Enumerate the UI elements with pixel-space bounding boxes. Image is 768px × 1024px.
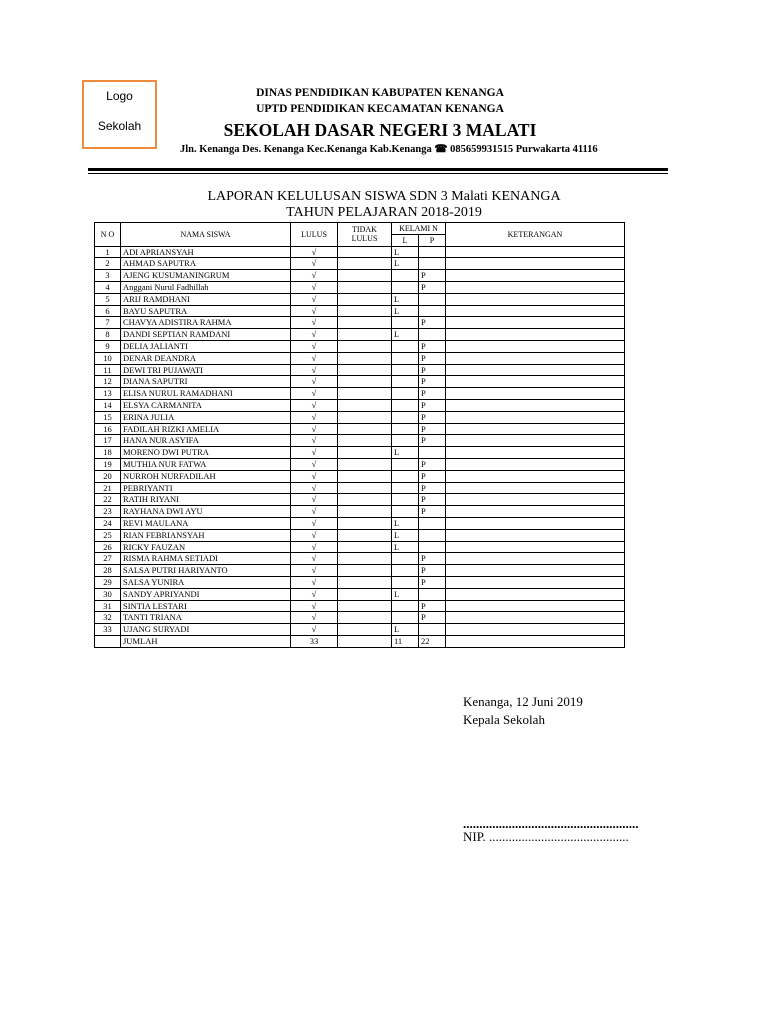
cell-no: 13 — [95, 388, 121, 400]
cell-tidak-lulus — [338, 529, 392, 541]
cell-tidak-lulus — [338, 553, 392, 565]
cell-keterangan — [446, 399, 625, 411]
table-row — [95, 411, 625, 423]
signature-name-line: ...................................................... — [463, 816, 639, 831]
table-row — [95, 317, 625, 329]
cell-lulus: √ — [291, 494, 338, 506]
cell-keterangan — [446, 364, 625, 376]
cell-name: RICKY FAUZAN — [121, 541, 291, 553]
cell-l — [392, 458, 419, 470]
cell-l — [392, 411, 419, 423]
cell-name: ARIJ RAMDHANI — [121, 293, 291, 305]
cell-l — [392, 281, 419, 293]
cell-no: 9 — [95, 340, 121, 352]
cell-tidak-lulus — [338, 506, 392, 518]
cell-l — [392, 317, 419, 329]
cell-p — [419, 517, 446, 529]
cell-keterangan — [446, 435, 625, 447]
cell-no: 19 — [95, 458, 121, 470]
cell-tidak-lulus — [338, 340, 392, 352]
signature-place-date: Kenanga, 12 Juni 2019 — [463, 694, 583, 709]
cell-tidak-lulus — [338, 293, 392, 305]
cell-keterangan — [446, 411, 625, 423]
cell-p: P — [419, 340, 446, 352]
cell-tidak-lulus — [338, 482, 392, 494]
cell-tidak-lulus — [338, 517, 392, 529]
cell-lulus: √ — [291, 529, 338, 541]
cell-name: RATIH RIYANI — [121, 494, 291, 506]
table-row — [95, 458, 625, 470]
table-row — [95, 541, 625, 553]
cell-l — [392, 352, 419, 364]
school-logo-box — [82, 80, 157, 149]
agency-title: DINAS PENDIDIKAN KABUPATEN KENANGA — [256, 87, 504, 99]
cell-l: L — [392, 517, 419, 529]
cell-no: 3 — [95, 270, 121, 282]
cell-name: TANTI TRIANA — [121, 612, 291, 624]
cell-keterangan — [446, 317, 625, 329]
cell-p — [419, 541, 446, 553]
cell-l — [392, 376, 419, 388]
cell-p: P — [419, 435, 446, 447]
table-row — [95, 529, 625, 541]
cell-name: MUTHIA NUR FATWA — [121, 458, 291, 470]
cell-l — [392, 482, 419, 494]
cell-p: P — [419, 423, 446, 435]
cell-name: SALSA YUNIRA — [121, 576, 291, 588]
cell-no: 4 — [95, 281, 121, 293]
cell-name: DEWI TRI PUJAWATI — [121, 364, 291, 376]
cell-tidak-lulus — [338, 329, 392, 341]
cell-no: 7 — [95, 317, 121, 329]
cell-tidak-lulus — [338, 470, 392, 482]
cell-tidak-lulus — [338, 258, 392, 270]
table-row — [95, 246, 625, 258]
cell-name: DANDI SEPTIAN RAMDANI — [121, 329, 291, 341]
cell-keterangan — [446, 376, 625, 388]
cell-p: P — [419, 494, 446, 506]
cell-p: P — [419, 565, 446, 577]
cell-lulus: 33 — [291, 635, 338, 647]
table-row — [95, 364, 625, 376]
cell-p: P — [419, 470, 446, 482]
cell-tidak-lulus — [338, 435, 392, 447]
table-row — [95, 388, 625, 400]
cell-l — [392, 364, 419, 376]
cell-keterangan — [446, 329, 625, 341]
cell-no: 5 — [95, 293, 121, 305]
cell-tidak-lulus — [338, 281, 392, 293]
cell-lulus: √ — [291, 517, 338, 529]
report-year: TAHUN PELAJARAN 2018-2019 — [286, 205, 482, 220]
cell-lulus: √ — [291, 317, 338, 329]
table-row — [95, 565, 625, 577]
cell-lulus: √ — [291, 565, 338, 577]
cell-no: 11 — [95, 364, 121, 376]
cell-l: L — [392, 305, 419, 317]
cell-lulus: √ — [291, 447, 338, 459]
cell-lulus: √ — [291, 293, 338, 305]
cell-no: 1 — [95, 246, 121, 258]
cell-no: 24 — [95, 517, 121, 529]
cell-name: REVI MAULANA — [121, 517, 291, 529]
cell-p: P — [419, 506, 446, 518]
table-row — [95, 624, 625, 636]
total-row — [95, 635, 625, 647]
cell-keterangan — [446, 494, 625, 506]
cell-l — [392, 506, 419, 518]
cell-name: BAYU SAPUTRA — [121, 305, 291, 317]
cell-tidak-lulus — [338, 576, 392, 588]
cell-l: L — [392, 447, 419, 459]
cell-no: 21 — [95, 482, 121, 494]
cell-lulus: √ — [291, 435, 338, 447]
cell-l — [392, 494, 419, 506]
cell-l: L — [392, 624, 419, 636]
graduation-table — [94, 222, 625, 648]
cell-tidak-lulus — [338, 246, 392, 258]
cell-no: 23 — [95, 506, 121, 518]
cell-tidak-lulus — [338, 612, 392, 624]
cell-name: SALSA PUTRI HARIYANTO — [121, 565, 291, 577]
cell-lulus: √ — [291, 506, 338, 518]
cell-lulus: √ — [291, 458, 338, 470]
cell-no: 14 — [95, 399, 121, 411]
cell-name: HANA NUR ASYIFA — [121, 435, 291, 447]
cell-lulus: √ — [291, 624, 338, 636]
cell-lulus: √ — [291, 258, 338, 270]
table-row — [95, 340, 625, 352]
cell-keterangan — [446, 447, 625, 459]
table-row — [95, 329, 625, 341]
cell-lulus: √ — [291, 246, 338, 258]
cell-l — [392, 399, 419, 411]
cell-l: L — [392, 246, 419, 258]
table-row — [95, 517, 625, 529]
cell-tidak-lulus — [338, 624, 392, 636]
cell-tidak-lulus — [338, 317, 392, 329]
cell-l — [392, 470, 419, 482]
cell-tidak-lulus — [338, 376, 392, 388]
table-row — [95, 447, 625, 459]
cell-name: SANDY APRIYANDI — [121, 588, 291, 600]
cell-l — [392, 565, 419, 577]
cell-keterangan — [446, 635, 625, 647]
cell-p — [419, 329, 446, 341]
cell-no: 6 — [95, 305, 121, 317]
cell-tidak-lulus — [338, 600, 392, 612]
cell-lulus: √ — [291, 388, 338, 400]
cell-l — [392, 435, 419, 447]
header-lulus: LULUS — [291, 223, 338, 247]
cell-keterangan — [446, 517, 625, 529]
cell-no: 33 — [95, 624, 121, 636]
cell-p — [419, 258, 446, 270]
cell-l — [392, 423, 419, 435]
cell-keterangan — [446, 293, 625, 305]
cell-keterangan — [446, 600, 625, 612]
cell-l: L — [392, 529, 419, 541]
cell-no: 18 — [95, 447, 121, 459]
cell-keterangan — [446, 246, 625, 258]
cell-p: P — [419, 281, 446, 293]
cell-no: 29 — [95, 576, 121, 588]
cell-l — [392, 600, 419, 612]
cell-p — [419, 624, 446, 636]
phone-icon: ☎ — [434, 144, 448, 155]
cell-lulus: √ — [291, 270, 338, 282]
cell-name: PEBRIYANTI — [121, 482, 291, 494]
cell-tidak-lulus — [338, 494, 392, 506]
signature-role: Kepala Sekolah — [463, 712, 545, 727]
cell-lulus: √ — [291, 576, 338, 588]
cell-l: L — [392, 541, 419, 553]
table-row — [95, 506, 625, 518]
cell-lulus: √ — [291, 281, 338, 293]
cell-keterangan — [446, 624, 625, 636]
cell-no: 12 — [95, 376, 121, 388]
cell-keterangan — [446, 470, 625, 482]
cell-name: AJENG KUSUMANINGRUM — [121, 270, 291, 282]
table-row — [95, 281, 625, 293]
cell-lulus: √ — [291, 600, 338, 612]
cell-name: SINTIA LESTARI — [121, 600, 291, 612]
cell-lulus: √ — [291, 364, 338, 376]
phone-text: 085659931515 Purwakarta 41116 — [450, 144, 598, 155]
signature-nip: NIP. ........................................... — [463, 829, 629, 844]
cell-l: L — [392, 293, 419, 305]
cell-keterangan — [446, 553, 625, 565]
cell-tidak-lulus — [338, 352, 392, 364]
cell-p: P — [419, 612, 446, 624]
address-text: Jln. Kenanga Des. Kenanga Kec.Kenanga Kab.Kenanga — [180, 144, 432, 155]
cell-lulus: √ — [291, 470, 338, 482]
cell-l — [392, 553, 419, 565]
cell-lulus: √ — [291, 423, 338, 435]
cell-lulus: √ — [291, 553, 338, 565]
cell-lulus: √ — [291, 541, 338, 553]
cell-name: ADI APRIANSYAH — [121, 246, 291, 258]
cell-l: L — [392, 258, 419, 270]
cell-keterangan — [446, 340, 625, 352]
cell-name: ERINA JULIA — [121, 411, 291, 423]
logo-label: Logo — [106, 89, 133, 103]
cell-no: 22 — [95, 494, 121, 506]
table-row — [95, 553, 625, 565]
header-divider-thin — [88, 173, 668, 174]
logo-school-label: Sekolah — [97, 119, 142, 133]
cell-name: DELIA JALIANTI — [121, 340, 291, 352]
cell-keterangan — [446, 529, 625, 541]
cell-lulus: √ — [291, 612, 338, 624]
cell-no: 30 — [95, 588, 121, 600]
cell-name: RIAN FEBRIANSYAH — [121, 529, 291, 541]
cell-name: RISMA RAHMA SETIADI — [121, 553, 291, 565]
cell-name: NURROH NURFADILAH — [121, 470, 291, 482]
cell-p: P — [419, 317, 446, 329]
cell-name: ELSYA CARMANITA — [121, 399, 291, 411]
table-row — [95, 435, 625, 447]
cell-lulus: √ — [291, 376, 338, 388]
cell-no: 15 — [95, 411, 121, 423]
header-l: L — [392, 234, 419, 246]
cell-p — [419, 529, 446, 541]
cell-lulus: √ — [291, 399, 338, 411]
cell-p — [419, 293, 446, 305]
table-row — [95, 376, 625, 388]
cell-tidak-lulus — [338, 565, 392, 577]
cell-keterangan — [446, 352, 625, 364]
cell-l: L — [392, 588, 419, 600]
cell-keterangan — [446, 258, 625, 270]
report-title: LAPORAN KELULUSAN SISWA SDN 3 Malati KENANGA — [207, 189, 561, 204]
cell-keterangan — [446, 281, 625, 293]
cell-lulus: √ — [291, 352, 338, 364]
cell-p: P — [419, 270, 446, 282]
cell-name: FADILAH RIZKI AMELIA — [121, 423, 291, 435]
cell-p — [419, 305, 446, 317]
table-row — [95, 258, 625, 270]
cell-name: DENAR DEANDRA — [121, 352, 291, 364]
cell-name: MORENO DWI PUTRA — [121, 447, 291, 459]
cell-p: P — [419, 399, 446, 411]
header-no: N O — [95, 223, 121, 247]
cell-keterangan — [446, 388, 625, 400]
cell-tidak-lulus — [338, 588, 392, 600]
cell-tidak-lulus — [338, 388, 392, 400]
cell-tidak-lulus — [338, 447, 392, 459]
cell-name: DIANA SAPUTRI — [121, 376, 291, 388]
cell-keterangan — [446, 458, 625, 470]
cell-lulus: √ — [291, 588, 338, 600]
cell-keterangan — [446, 482, 625, 494]
cell-keterangan — [446, 270, 625, 282]
cell-lulus: √ — [291, 482, 338, 494]
cell-no: 26 — [95, 541, 121, 553]
header-tidak-lulus: TIDAK LULUS — [338, 223, 392, 247]
header-kelamin: KELAMI N — [392, 223, 446, 235]
cell-l: 11 — [392, 635, 419, 647]
header-name: NAMA SISWA — [121, 223, 291, 247]
cell-p: P — [419, 352, 446, 364]
cell-tidak-lulus — [338, 305, 392, 317]
cell-l — [392, 340, 419, 352]
cell-no: 10 — [95, 352, 121, 364]
cell-l — [392, 270, 419, 282]
table-row — [95, 423, 625, 435]
cell-name: Anggani Nurul Fadhillah — [121, 281, 291, 293]
table-row — [95, 600, 625, 612]
header-p: P — [419, 234, 446, 246]
cell-l: L — [392, 329, 419, 341]
cell-p: P — [419, 482, 446, 494]
table-row — [95, 293, 625, 305]
cell-l — [392, 612, 419, 624]
cell-tidak-lulus — [338, 423, 392, 435]
school-address — [180, 143, 598, 155]
cell-p: P — [419, 376, 446, 388]
cell-tidak-lulus — [338, 399, 392, 411]
cell-keterangan — [446, 541, 625, 553]
cell-name: ELISA NURUL RAMADHANI — [121, 388, 291, 400]
cell-no: 17 — [95, 435, 121, 447]
cell-p: P — [419, 388, 446, 400]
cell-p: P — [419, 576, 446, 588]
table-row — [95, 494, 625, 506]
cell-keterangan — [446, 506, 625, 518]
header-keterangan: KETERANGAN — [446, 223, 625, 247]
cell-tidak-lulus — [338, 270, 392, 282]
cell-no: 8 — [95, 329, 121, 341]
table-row — [95, 305, 625, 317]
cell-no: 32 — [95, 612, 121, 624]
table-row — [95, 352, 625, 364]
table-row — [95, 470, 625, 482]
cell-l — [392, 576, 419, 588]
cell-no: 16 — [95, 423, 121, 435]
cell-tidak-lulus — [338, 364, 392, 376]
cell-keterangan — [446, 576, 625, 588]
cell-name: JUMLAH — [121, 635, 291, 647]
cell-l — [392, 388, 419, 400]
cell-keterangan — [446, 565, 625, 577]
table-row — [95, 612, 625, 624]
cell-lulus: √ — [291, 305, 338, 317]
cell-no — [95, 635, 121, 647]
cell-p: 22 — [419, 635, 446, 647]
cell-p: P — [419, 458, 446, 470]
cell-tidak-lulus — [338, 541, 392, 553]
cell-p: P — [419, 600, 446, 612]
table-row — [95, 399, 625, 411]
table-row — [95, 588, 625, 600]
cell-no: 20 — [95, 470, 121, 482]
cell-p: P — [419, 553, 446, 565]
cell-name: RAYHANA DWI AYU — [121, 506, 291, 518]
cell-p: P — [419, 411, 446, 423]
cell-p — [419, 588, 446, 600]
table-row — [95, 270, 625, 282]
cell-lulus: √ — [291, 411, 338, 423]
cell-p: P — [419, 364, 446, 376]
cell-no: 27 — [95, 553, 121, 565]
cell-no: 28 — [95, 565, 121, 577]
cell-lulus: √ — [291, 340, 338, 352]
cell-keterangan — [446, 305, 625, 317]
header-divider-thick — [88, 168, 668, 171]
table-row — [95, 482, 625, 494]
cell-p — [419, 246, 446, 258]
cell-keterangan — [446, 423, 625, 435]
cell-keterangan — [446, 588, 625, 600]
cell-name: CHAVYA ADISTIRA RAHMA — [121, 317, 291, 329]
cell-p — [419, 447, 446, 459]
cell-name: AHMAD SAPUTRA — [121, 258, 291, 270]
cell-lulus: √ — [291, 329, 338, 341]
cell-no: 31 — [95, 600, 121, 612]
sub-agency-title: UPTD PENDIDIKAN KECAMATAN KENANGA — [256, 103, 504, 115]
cell-no: 25 — [95, 529, 121, 541]
cell-tidak-lulus — [338, 411, 392, 423]
cell-tidak-lulus — [338, 635, 392, 647]
cell-no: 2 — [95, 258, 121, 270]
table-row — [95, 576, 625, 588]
cell-tidak-lulus — [338, 458, 392, 470]
school-name: SEKOLAH DASAR NEGERI 3 MALATI — [223, 120, 537, 140]
cell-name: UJANG SURYADI — [121, 624, 291, 636]
cell-keterangan — [446, 612, 625, 624]
